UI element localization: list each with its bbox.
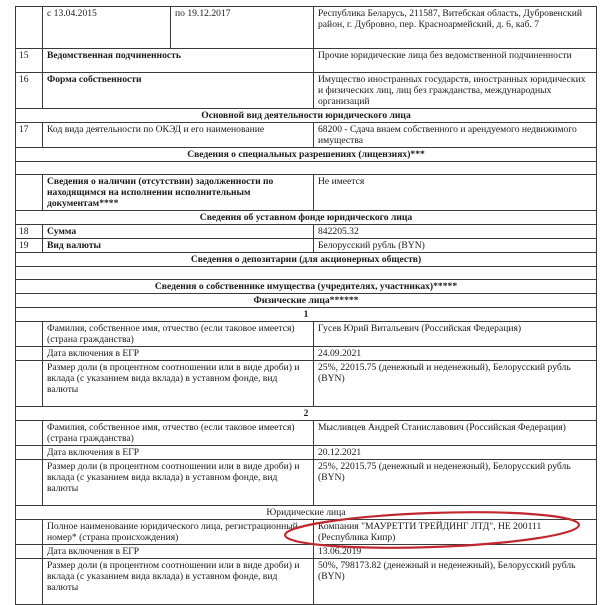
address-value: Республика Беларусь, 211587, Витебская область, Дубровенский район, г. Дубровно, пер. Красноармейский, д. 6, каб. 7 [314,7,597,49]
section-header: Физические лица****** [16,294,597,308]
table-row [16,7,597,49]
section-header: Юридические лица [16,506,597,520]
row-number [16,545,43,559]
table-row [16,73,597,109]
field-label: Сумма [43,225,314,239]
field-value: 25%, 22015.75 (денежный и неденежный), Белорусский рубль (BYN) [314,460,597,506]
period-start: с 13.04.2015 [43,7,171,49]
field-label: Размер доли (в процентном соотношении или в виде дроби) и вклада (с указанием вида вклада) в уставном фонде, вид валюты [43,460,314,506]
row-number [16,322,43,347]
section-header: Основной вид деятельности юридического лица [16,109,597,123]
field-label: Размер доли (в процентном соотношении или в виде дроби) и вклада (с указанием вида вклада) в уставном фонде, вид валюты [43,559,314,605]
field-label: Вид валюты [43,239,314,253]
field-label: Размер доли (в процентном соотношении или в виде дроби) и вклада (с указанием вида вклада) в уставном фонде, вид валюты [43,361,314,407]
table-row [16,239,597,253]
row-number [16,520,43,545]
table-row [16,109,597,123]
table-row [16,545,597,559]
table-row [16,421,597,446]
section-header: Сведения о специальных разрешениях (лицензиях)*** [16,148,597,162]
field-value: 20.12.2021 [314,446,597,460]
row-number [16,446,43,460]
table-row [16,308,597,322]
row-number [16,559,43,605]
field-value: 68200 - Сдача внаем собственного и арендуемого недвижимого имущества [314,123,597,148]
field-label: Дата включения в ЕГР [43,347,314,361]
field-label: Ведомственная подчиненность [43,49,314,73]
table-row [16,506,597,520]
row-number: 18 [16,225,43,239]
row-number [16,421,43,446]
registry-table [15,6,597,605]
table-row [16,123,597,148]
section-header: 2 [16,407,597,421]
table-row [16,148,597,162]
empty-row-cell [16,267,597,280]
field-label: Дата включения в ЕГР [43,446,314,460]
section-header: Сведения о собственнике имущества (учредителях, участниках)***** [16,280,597,294]
field-value: Гусев Юрий Витальевич (Российская Федерация) [314,322,597,347]
table-row [16,322,597,347]
section-header: Сведения о депозитарии (для акционерных обществ) [16,253,597,267]
table-row [16,407,597,421]
field-value: 25%, 22015.75 (денежный и неденежный), Белорусский рубль (BYN) [314,361,597,407]
row-number [16,347,43,361]
table-row [16,267,597,280]
table-row [16,225,597,239]
field-value: 50%, 798173.82 (денежный и неденежный), Белорусский рубль (BYN) [314,559,597,605]
table-row [16,280,597,294]
empty-row-cell [16,162,597,175]
table-row [16,559,597,605]
field-value: Компания "МАУРЕТТИ ТРЕЙДИНГ ЛТД", НЕ 200111 (Республика Кипр) [314,520,597,545]
table-row [16,294,597,308]
table-row [16,211,597,225]
field-label: Форма собственности [43,73,314,109]
field-value: 842205.32 [314,225,597,239]
field-label: Код вида деятельности по ОКЭД и его наименование [43,123,314,148]
field-label: Полное наименование юридического лица, регистрационный номер* (страна происхождения) [43,520,314,545]
field-value: 24.09.2021 [314,347,597,361]
field-value: Прочие юридические лица без ведомственной подчиненности [314,49,597,73]
table-row [16,347,597,361]
section-header: 1 [16,308,597,322]
row-number: 17 [16,123,43,148]
field-value: Мысливцев Андрей Станиславович (Российская Федерация) [314,421,597,446]
row-number: 16 [16,73,43,109]
table-row [16,446,597,460]
table-row [16,162,597,175]
field-value: Белорусский рубль (BYN) [314,239,597,253]
field-value: Не имеется [314,175,597,211]
section-header: Сведения об уставном фонде юридического лица [16,211,597,225]
field-value: Имущество иностранных государств, иностранных юридических и физических лиц, лиц без гражданства, международных организаций [314,73,597,109]
table-row [16,175,597,211]
row-number [16,361,43,407]
row-number: 19 [16,239,43,253]
row-number: 15 [16,49,43,73]
field-label: Фамилия, собственное имя, отчество (если таковое имеется) (страна гражданства) [43,421,314,446]
table-row [16,460,597,506]
field-value: 13.06.2019 [314,545,597,559]
table-row [16,520,597,545]
table-row [16,361,597,407]
row-number [16,175,43,211]
table-row [16,49,597,73]
row-number [16,7,43,49]
field-label: Фамилия, собственное имя, отчество (если таковое имеется) (страна гражданства) [43,322,314,347]
field-label: Дата включения в ЕГР [43,545,314,559]
field-label: Сведения о наличии (отсутствии) задолженности по находящимся на исполнении исполнительным документам**** [43,175,314,211]
row-number [16,460,43,506]
period-end: по 19.12.2017 [171,7,314,49]
table-row [16,253,597,267]
